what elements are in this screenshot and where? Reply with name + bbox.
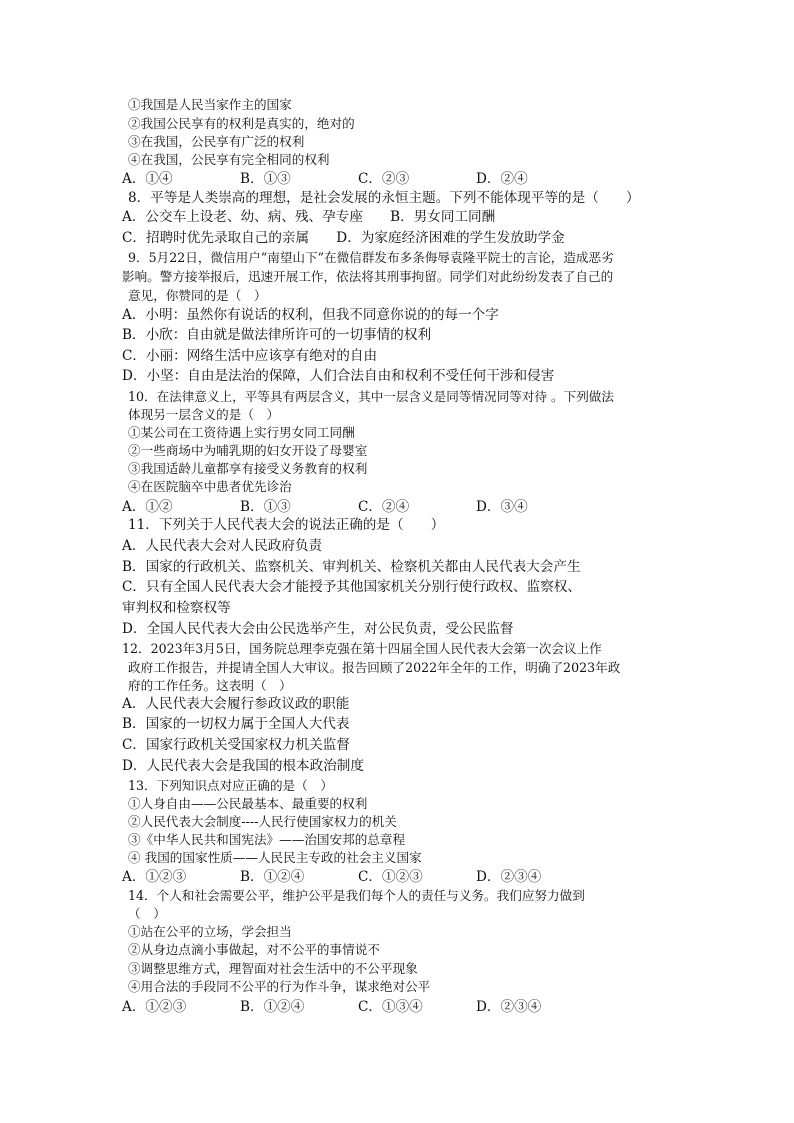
statement-line: ③调整思维方式，理智面对社会生活中的不公平现象 xyxy=(128,961,418,976)
option-c: C．①②③ xyxy=(358,869,423,885)
option-d: D．②④ xyxy=(476,171,528,187)
option-a: A．①②③ xyxy=(122,869,187,885)
option-b: B．①②④ xyxy=(240,869,305,885)
option-d: D．②③④ xyxy=(476,999,542,1015)
option-d: D．③④ xyxy=(476,499,528,515)
option-a: A．①② xyxy=(122,499,173,515)
question-10-stem: 10．在法律意义上，平等具有两层含义，其中一层含义是同等情况同等对待 。下列做法 xyxy=(128,389,614,404)
q11-option-a: A．人民代表大会对人民政府负责 xyxy=(122,538,323,554)
statement-line: ④ 我国的国家性质——人民民主专政的社会主义国家 xyxy=(128,850,422,865)
statement-line: ③我国适龄儿童都享有接受义务教育的权利 xyxy=(128,461,368,476)
statement-line: ④用合法的手段同不公平的行为作斗争，谋求绝对公平 xyxy=(128,979,431,994)
statement-line: ①人身自由——公民最基本、最重要的权利 xyxy=(128,796,368,811)
q11-option-d: D．全国人民代表大会由公民选举产生，对公民负责，受公民监督 xyxy=(122,621,514,637)
q11-option-b: B．国家的行政机关、监察机关、审判机关、检察机关都由人民代表大会产生 xyxy=(122,559,581,575)
option-b: B．①③ xyxy=(240,499,291,515)
q9-option-a: A．小明：虽然你有说话的权利，但我不同意你说的的每一个字 xyxy=(122,307,499,323)
statement-line: ②一些商场中为哺乳期的妇女开设了母婴室 xyxy=(128,443,368,458)
option-b: B．①②④ xyxy=(240,999,305,1015)
option-c: C．②③ xyxy=(358,171,410,187)
q8-options-cd: C．招聘时优先录取自己的亲属 D．为家庭经济困难的学生发放助学金 xyxy=(122,230,565,246)
statement-line: ①站在公平的立场，学会担当 xyxy=(128,924,292,939)
statement-line: ④在我国，公民享有完全相同的权利 xyxy=(128,152,330,167)
question-12-stem-cont: 政府工作报告，并提请全国人大审议。报告回顾了2022年全年的工作，明确了2023年政 xyxy=(128,660,621,675)
statement-line: ②从身边点滴小事做起，对不公平的事情说不 xyxy=(128,942,380,957)
q12-option-d: D．人民代表大会是我国的根本政治制度 xyxy=(122,758,364,774)
statement-line: ④在医院脑卒中患者优先诊治 xyxy=(128,479,292,494)
question-14-stem-cont: （ ） xyxy=(128,906,166,921)
option-c: C．①③④ xyxy=(358,999,423,1015)
statement-line: ②人民代表大会制度----人民行使国家权力的机关 xyxy=(128,814,397,829)
q11-option-c: C．只有全国人民代表大会才能授予其他国家机关分别行使行政权、监察权、 xyxy=(122,579,581,595)
statement-line: ①某公司在工资待遇上实行男女同工同酬 xyxy=(128,425,355,440)
question-11-stem: 11．下列关于人民代表大会的说法正确的是（ ） xyxy=(128,517,445,533)
question-9-stem: 9．5月22日，微信用户“南望山下”在微信群发布多条侮辱袁隆平院士的言论，造成恶劣 xyxy=(128,250,614,265)
question-12-stem-cont: 府的工作任务。这表明（ ） xyxy=(128,678,292,693)
q12-option-b: B．国家的一切权力属于全国人大代表 xyxy=(122,716,350,732)
question-9-stem-cont: 意见，你赞同的是（ ） xyxy=(128,288,267,303)
q9-option-c: C．小丽：网络生活中应该享有绝对的自由 xyxy=(122,348,378,364)
statement-line: ①我国是人民当家作主的国家 xyxy=(128,97,292,112)
question-13-stem: 13．下列知识点对应正确的是（ ） xyxy=(128,778,333,793)
q12-option-a: A．人民代表大会履行参政议政的职能 xyxy=(122,696,350,712)
question-12-stem: 12．2023年3月5日，国务院总理李克强在第十四届全国人民代表大会第一次会议上作 xyxy=(122,641,602,656)
option-c: C．②④ xyxy=(358,499,410,515)
option-a: A．①②③ xyxy=(122,999,187,1015)
option-a: A．①④ xyxy=(122,171,173,187)
q8-options-ab: A．公交车上设老、幼、病、残、孕专座 B．男女同工同酬 xyxy=(122,209,496,225)
question-14-stem: 14．个人和社会需要公平，维护公平是我们每个人的责任与义务。我们应努力做到 xyxy=(128,888,585,903)
question-9-stem-cont: 影响。警方接举报后，迅速开展工作，依法将其刑事拘留。同学们对此纷纷发表了自己的 xyxy=(122,269,614,284)
statement-line: ③《中华人民共和国宪法》——治国安邦的总章程 xyxy=(128,832,406,847)
question-10-stem-cont: 体现另一层含义的是（ ） xyxy=(128,407,280,422)
statement-line: ②我国公民享有的权利是真实的，绝对的 xyxy=(128,116,355,131)
question-8-stem: 8．平等是人类崇高的理想，是社会发展的永恒主题。下列不能体现平等的是（ ） xyxy=(128,190,640,206)
option-b: B．①③ xyxy=(240,171,291,187)
q11-option-c-cont: 审判权和检察权等 xyxy=(122,600,231,616)
statement-line: ③在我国，公民享有广泛的权利 xyxy=(128,134,305,149)
q12-option-c: C．国家行政机关受国家权力机关监督 xyxy=(122,737,350,753)
option-d: D．②③④ xyxy=(476,869,542,885)
q9-option-d: D．小坚：自由是法治的保障，人们合法自由和权利不受任何干涉和侵害 xyxy=(122,368,555,384)
q9-option-b: B．小欣：自由就是做法律所许可的一切事情的权利 xyxy=(122,327,432,343)
